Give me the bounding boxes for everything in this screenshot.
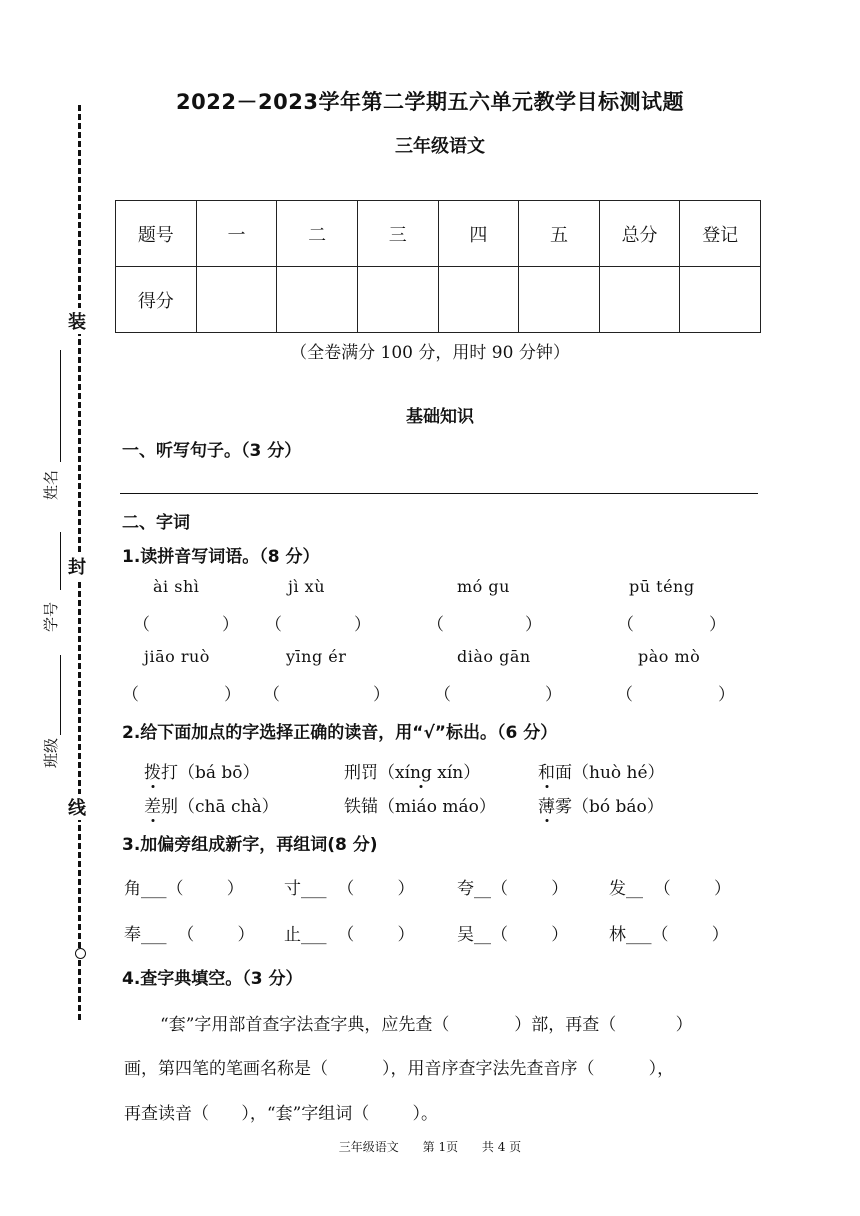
- score-input-cell[interactable]: [357, 267, 438, 333]
- answer-paren-close: ）: [709, 615, 726, 635]
- answer-paren-close: ）: [354, 615, 371, 635]
- id-label: 学号: [42, 601, 60, 632]
- reading-choice-item[interactable]: [538, 758, 665, 783]
- class-label: 班级: [42, 737, 60, 768]
- answer-paren-open: （: [265, 615, 282, 635]
- question-2-1-heading: 1.读拼音写词语。（8 分）: [122, 547, 320, 567]
- reading-choice-item[interactable]: [344, 792, 496, 817]
- score-input-cell[interactable]: [599, 267, 680, 333]
- footer-page-number: 第 1页: [422, 1140, 459, 1154]
- table-cell: 四: [438, 201, 519, 267]
- reading-options: 面（huò hé）: [555, 763, 665, 783]
- pinyin-item: pū téng: [629, 577, 695, 596]
- table-cell: 得分: [116, 267, 197, 333]
- pinyin-item: jiāo ruò: [144, 647, 210, 666]
- reading-choice-item[interactable]: [344, 758, 480, 783]
- score-table: [115, 200, 761, 333]
- score-input-cell[interactable]: [196, 267, 277, 333]
- dotted-char: 薄: [538, 792, 555, 817]
- name-label: 姓名: [42, 469, 60, 500]
- page-title: 2022－2023学年第二学期五六单元教学目标测试题: [176, 90, 684, 114]
- question-2-4-heading: 4.查字典填空。（3 分）: [122, 969, 303, 989]
- question-2-2-heading: 2.给下面加点的字选择正确的读音，用“√”标出。（6 分）: [122, 723, 558, 743]
- reading-choice-item[interactable]: [144, 792, 279, 817]
- dotted-char: 和: [538, 758, 555, 783]
- radical-item[interactable]: 角___（ ）: [124, 879, 244, 899]
- binding-circle: [75, 948, 86, 959]
- answer-paren-close: ）: [373, 685, 390, 705]
- table-cell: 二: [277, 201, 358, 267]
- answer-paren-close: ）: [525, 615, 542, 635]
- exam-note: （全卷满分 100 分，用时 90 分钟）: [290, 343, 570, 363]
- dictionary-fill-line-3[interactable]: 再查读音（ ），“套”字组词（ ）。: [124, 1104, 439, 1124]
- page-subtitle: 三年级语文: [395, 136, 485, 157]
- dotted-char: 差: [144, 792, 161, 817]
- dotted-char: 拨: [144, 758, 161, 783]
- pinyin-item: mó gu: [457, 577, 510, 596]
- reading-options: 别（chā chà）: [161, 797, 279, 817]
- pinyin-item: yīng ér: [286, 647, 347, 666]
- radical-item[interactable]: 夸__（ ）: [457, 879, 569, 899]
- id-write-line: [60, 532, 61, 590]
- pinyin-item: pào mò: [638, 647, 701, 666]
- plain-char: 刑: [344, 763, 361, 783]
- question-2-3-heading: 3.加偏旁组成新字，再组词(8 分): [122, 835, 378, 855]
- pinyin-item: jì xù: [288, 577, 325, 596]
- dictionary-fill-line-2[interactable]: 画，第四笔的笔画名称是（ ），用音序查字法先查音序（ ），: [124, 1059, 675, 1079]
- question-1-heading: 一、听写句子。（3 分）: [122, 441, 302, 461]
- reading-options: 雾（bó báo）: [555, 797, 664, 817]
- margin-char-feng: 封: [68, 553, 86, 579]
- table-cell: 三: [357, 201, 438, 267]
- question-2-heading: 二、字词: [122, 513, 190, 533]
- radical-item[interactable]: 寸___ （ ）: [284, 879, 415, 899]
- score-input-cell[interactable]: [277, 267, 358, 333]
- plain-char: 铁: [344, 797, 361, 817]
- radical-item[interactable]: 奉___ （ ）: [124, 925, 255, 945]
- dictation-answer-line[interactable]: [120, 493, 758, 494]
- answer-paren-close: ）: [545, 685, 562, 705]
- radical-item[interactable]: 吴__（ ）: [457, 925, 569, 945]
- answer-paren-close: ）: [222, 615, 239, 635]
- table-cell: 一: [196, 201, 277, 267]
- score-input-cell[interactable]: [519, 267, 600, 333]
- margin-char-xian: 线: [68, 794, 86, 820]
- answer-paren-open: （: [617, 615, 634, 635]
- answer-paren-open: （: [427, 615, 444, 635]
- section-heading-basic: 基础知识: [406, 407, 474, 427]
- dictionary-fill-line-1[interactable]: “套”字用部首查字法查字典，应先查（ ）部，再查（ ）: [160, 1015, 693, 1035]
- reading-choice-item[interactable]: [538, 792, 664, 817]
- score-input-cell[interactable]: [680, 267, 761, 333]
- answer-paren-close: ）: [718, 685, 735, 705]
- page-footer: [0, 1138, 860, 1155]
- answer-paren-close: ）: [224, 685, 241, 705]
- score-table-header-row: [116, 201, 761, 267]
- table-cell: 题号: [116, 201, 197, 267]
- score-table-score-row: [116, 267, 761, 333]
- table-cell: 总分: [599, 201, 680, 267]
- reading-options: 罚（xíng xín）: [361, 758, 480, 783]
- radical-item[interactable]: 止___ （ ）: [284, 925, 415, 945]
- pinyin-item: diào gān: [457, 647, 531, 666]
- table-cell: 五: [519, 201, 600, 267]
- answer-paren-open: （: [434, 685, 451, 705]
- footer-subject: 三年级语文: [338, 1140, 399, 1154]
- footer-total-pages: 共 4 页: [481, 1140, 522, 1154]
- radical-item[interactable]: 林___（ ）: [609, 925, 729, 945]
- reading-options: 打（bá bō）: [161, 763, 260, 783]
- table-cell: 登记: [680, 201, 761, 267]
- score-input-cell[interactable]: [438, 267, 519, 333]
- reading-choice-item[interactable]: [144, 758, 260, 783]
- radical-item[interactable]: 发__ （ ）: [609, 879, 732, 899]
- answer-paren-open: （: [122, 685, 139, 705]
- answer-paren-open: （: [616, 685, 633, 705]
- pinyin-item: ài shì: [153, 577, 200, 596]
- answer-paren-open: （: [263, 685, 280, 705]
- reading-options: 锚（miáo máo）: [361, 797, 496, 817]
- class-write-line: [60, 655, 61, 735]
- answer-paren-open: （: [133, 615, 150, 635]
- margin-char-zhuang: 装: [68, 308, 86, 334]
